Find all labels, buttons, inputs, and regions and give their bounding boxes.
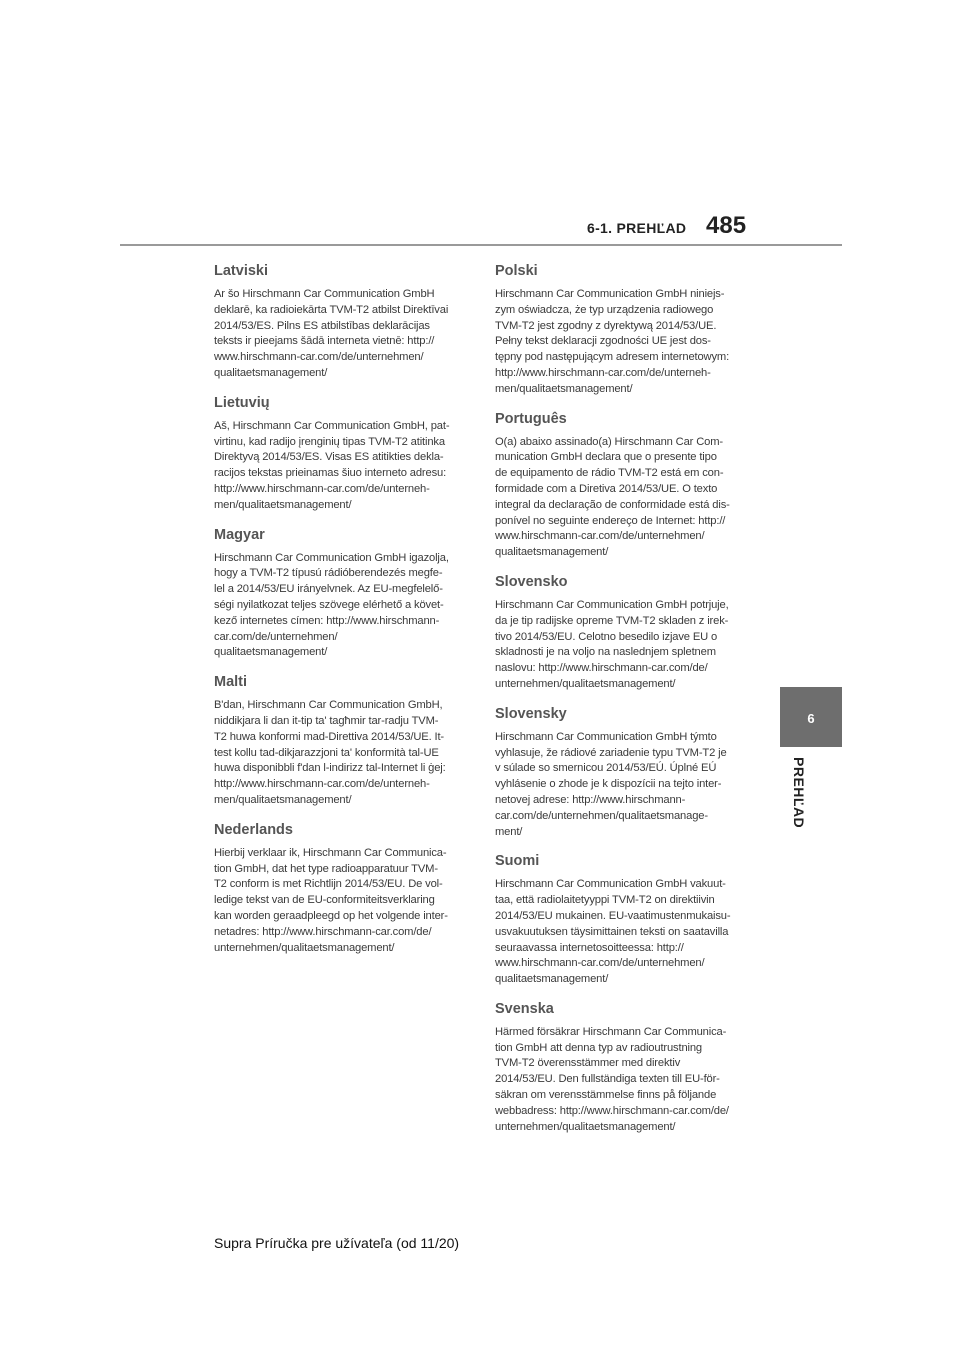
declaration-text: Hirschmann Car Communication GmbH potrjuje, da je tip radijske opreme TVM-T2 skladen z irek- tivo 2014/53/EU. Celotno besedilo izjave EU o skladnosti je na voljo na naslednjem spletnem naslovu: http://www.hirschmann-car.com/de/ unternehmen/qualitaetsmanagement/: [495, 598, 729, 690]
declaration-text: Hierbij verklaar ik, Hirschmann Car Communica- tion GmbH, dat het type radioapparatuur TVM- T2 conform is met Richtlijn 2014/53/EU. De vol- ledige tekst van de EU-conformiteitsverklaring kan worden geraadpleegd op het volgende inter- netadres: http://www.hirschmann-car.com/de/ unternehmen/qualitaetsmanagement/: [214, 846, 448, 954]
declaration-text: O(a) abaixo assinado(a) Hirschmann Car Com- munication GmbH declara que o presente tipo de equipamento de rádio TVM-T2 está em con- formidade com a Diretiva 2014/53/UE. O texto integral da declaração de conformidade está dis- ponível no seguinte endereço de Internet: http:// www.hirschmann-car.com/de/unternehmen/ qualitaetsmanagement/: [495, 435, 730, 559]
declaration-text: Härmed försäkrar Hirschmann Car Communica- tion GmbH att denna typ av radioutrustning TVM-T2 överensstämmer med direktiv 2014/53/EU. Den fullständiga texten till EU-för- säkran om verensstämmelse finns på följande webbadress: http://www.hirschmann-car.com/de/ unternehmen/qualitaetsmanagement/: [495, 1025, 729, 1133]
page-number: 485: [706, 212, 747, 239]
declaration-block: [495, 705, 757, 841]
right-column: [495, 262, 757, 1147]
declaration-text: B'dan, Hirschmann Car Communication GmbH, niddikjara li dan it-tip ta' tagħmir tar-radju TVM- T2 huwa konformi mad-Direttiva 2014/53/UE. It- test kollu tad-dikjarazzjoni ta' konformità tal-UE huwa disponibbli f'dan l-indirizz tal-Internet li ġej: http://www.hirschmann-car.com/de/unterneh- men/qualitaetsmanagement/: [214, 699, 446, 806]
chapter-tab: 6: [780, 687, 842, 747]
section-title: 6-1. PREHĽAD: [587, 220, 687, 236]
language-heading: Suomi: [495, 853, 540, 870]
language-heading: Malti: [214, 674, 248, 691]
language-heading: Magyar: [214, 526, 265, 543]
declaration-text: Hirschmann Car Communication GmbH niniejs- zym oświadcza, że typ urządzenia radiowego TVM-T2 jest zgodny z dyrektywą 2014/53/UE. Pełny tekst deklaracji zgodności UE jest dos- tępny pod następującym adresem internetowym: http://www.hirschmann-car.com/de/unterneh- men/qualitaetsmanagement/: [495, 288, 730, 395]
language-heading: Nederlands: [214, 821, 293, 838]
language-heading: Polski: [495, 263, 538, 279]
declaration-block: [214, 526, 476, 662]
declaration-block: [495, 410, 757, 561]
page-footer: Supra Príručka pre užívateľa (od 11/20): [214, 1235, 460, 1251]
language-heading: Svenska: [495, 1000, 554, 1017]
declaration-block: [214, 821, 476, 957]
chapter-side-label: PREHĽAD: [791, 757, 807, 829]
left-column: [214, 262, 476, 968]
declaration-text: Hirschmann Car Communication GmbH týmto vyhlasuje, že rádiové zariadenie typu TVM-T2 je v súlade so smernicou 2014/53/EÚ. Úplné EÚ vyhlásenie o zhode je k dispozícii na tejto inter- netovej adrese: http://www.hirschmann- car.com/de/unternehmen/qualitaetsmanage- ment/: [495, 730, 727, 838]
declaration-block: [495, 262, 757, 398]
declaration-block: [214, 673, 476, 809]
declaration-text: Hirschmann Car Communication GmbH vakuut- taa, että radiolaitetyyppi TVM-T2 on direktiivin 2014/53/EU mukainen. EU-vaatimustenmukaisu- usvakuutuksen täysimittainen teksti on saatavilla seuraavassa internetosoitteessa: http:// www.hirschmann-car.com/de/unternehmen/ qualitaetsmanagement/: [495, 878, 731, 986]
declaration-block: [214, 394, 476, 514]
declaration-text: Ar šo Hirschmann Car Communication GmbH deklarē, ka radioiekārta TVM-T2 atbilst Direktīvai 2014/53/ES. Pilns ES atbilstības deklarācijas teksts ir pieejams šādā interneta vietnē: http:// www.hirschmann-car.com/de/unternehmen/ qualitaetsmanagement/: [214, 288, 449, 379]
declaration-block: [495, 573, 757, 693]
declaration-text: Hirschmann Car Communication GmbH igazolja, hogy a TVM-T2 típusú rádióberendezés megfe- lel a 2014/53/EU irányelvnek. Az EU-megfelelő- ségi nyilatkozat teljes szövege elérhető a követ- kező internetes címen: http://www.hirschmann- car.com/de/unternehmen/ qualitaetsmanagement/: [214, 551, 449, 659]
language-heading: Slovensko: [495, 573, 568, 590]
header-divider: [120, 244, 842, 246]
language-heading: Português: [495, 410, 567, 427]
language-heading: Lietuvių: [214, 394, 270, 411]
declaration-text: Aš, Hirschmann Car Communication GmbH, pat- virtinu, kad radijo įrenginių tipas TVM-T2 atitinka Direktyvą 2014/53/ES. Visas ES atitikties dekla- racijos tekstas prieinamas šiuo interneto adresu: http://www.hirschmann-car.com/de/unterneh- men/qualitaetsmanagement/: [214, 419, 450, 511]
language-heading: Latviski: [214, 263, 268, 279]
declaration-block: [495, 1000, 757, 1136]
declaration-block: [495, 852, 757, 988]
declaration-block: [214, 262, 476, 382]
language-heading: Slovensky: [495, 705, 567, 722]
